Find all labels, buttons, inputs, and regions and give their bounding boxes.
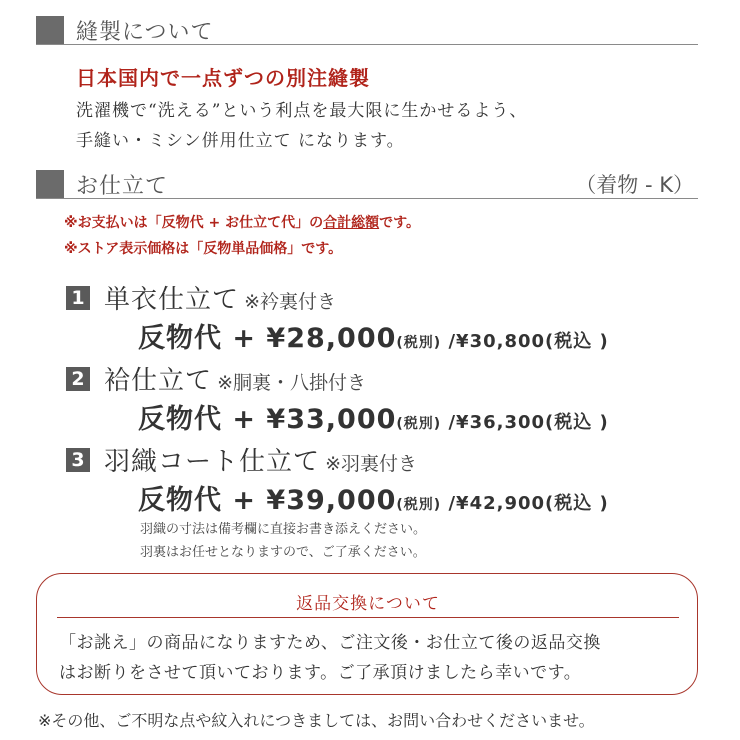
payment-warning: [64, 212, 420, 232]
item-price-main: 反物代 + ¥33,000: [138, 404, 397, 435]
item-title-row: [104, 360, 366, 397]
item-number-badge: 3: [66, 448, 90, 472]
item-price-main: 反物代 + ¥28,000: [138, 323, 397, 354]
section-marker: [36, 170, 64, 198]
section-header-sewing: [36, 12, 698, 45]
item-price-row: [138, 316, 609, 355]
section-title-tailoring: お仕立て: [76, 174, 169, 199]
item-price-tax-included: /¥30,800(税込 ): [441, 331, 609, 352]
sewing-text-line2: 手縫い・ミシン併用仕立て になります。: [76, 131, 405, 151]
sewing-headline: 日本国内で一点ずつの別注縫製: [76, 66, 370, 90]
item-price-main: 反物代 + ¥39,000: [138, 485, 397, 516]
returns-divider: [57, 617, 679, 618]
price-warning: ※ストア表示価格は「反物単品価格」です。: [64, 241, 343, 257]
sewing-text-line1: 洗濯機で“洗える”という利点を最大限に生かせるよう、: [76, 101, 528, 121]
item-note: ※胴裏・八掛付き: [217, 372, 367, 394]
returns-text-line2: はお断りをさせて頂いております。ご了承頂けましたら幸いです。: [59, 663, 582, 683]
item-note: ※羽裏付き: [325, 453, 418, 475]
returns-text-line1: 「お誂え」の商品になりますため、ご注文後・お仕立て後の返品交換: [59, 633, 601, 653]
item-price-tax-included: /¥36,300(税込 ): [441, 412, 609, 433]
item-title-row: [104, 279, 336, 316]
section-title-sewing: 縫製について: [76, 20, 214, 45]
section-header-tailoring: [36, 166, 698, 199]
item-title-row: [104, 441, 417, 478]
item-name: 羽織コート仕立て: [104, 447, 321, 477]
returns-title: 返品交換について: [296, 594, 440, 614]
section-marker: [36, 16, 64, 44]
returns-notice-box: [36, 573, 698, 695]
item-note: ※衿裏付き: [244, 291, 337, 313]
item-price-tax-included: /¥42,900(税込 ): [441, 493, 609, 514]
item-price-row: [138, 397, 609, 436]
item-number-badge: 2: [66, 367, 90, 391]
payment-warning-underlined: 合計総額: [323, 215, 380, 231]
footer-note: ※その他、ご不明な点や紋入れにつきましては、お問い合わせくださいませ。: [38, 711, 595, 730]
haori-note-line2: 羽裏はお任せとなりますので、ご了承ください。: [140, 545, 426, 560]
item-name: 袷仕立て: [104, 366, 213, 396]
payment-warning-text: ※お支払いは「反物代 + お仕立て代」の: [64, 215, 324, 231]
section-note-kimono: （着物 - K）: [575, 173, 694, 197]
item-number-badge: 1: [66, 286, 90, 310]
item-price-tax-excluded: (税別): [396, 497, 442, 513]
item-price-row: [138, 478, 609, 517]
item-name: 単衣仕立て: [104, 285, 240, 315]
item-price-tax-excluded: (税別): [396, 335, 442, 351]
payment-warning-end: です。: [379, 215, 420, 231]
haori-note-line1: 羽織の寸法は備考欄に直接お書き添えください。: [140, 522, 427, 537]
item-price-tax-excluded: (税別): [396, 416, 442, 432]
